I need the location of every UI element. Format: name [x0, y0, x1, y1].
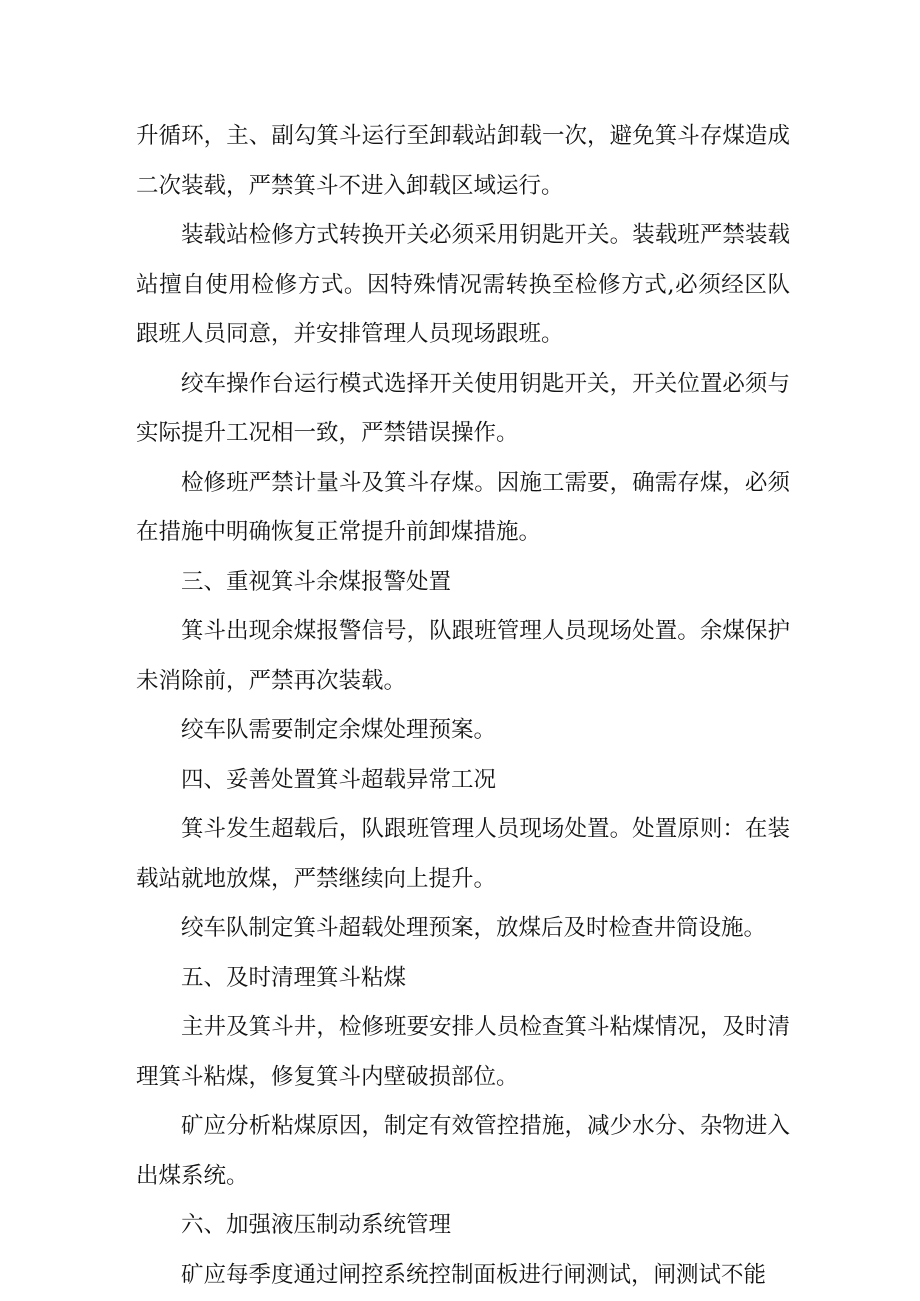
paragraph-maintenance-no-coal-storage: 检修班严禁计量斗及箕斗存煤。因施工需要，确需存煤，必须在措施中明确恢复正常提升前卸煤措施。 [136, 469, 790, 545]
paragraph-residual-coal-alarm: 箕斗出现余煤报警信号，队跟班管理人员现场处置。余煤保护未消除前，严禁再次装载。 [136, 618, 790, 694]
document-body [136, 112, 790, 1300]
section-heading-3: 三、重视箕斗余煤报警处置 [181, 568, 452, 595]
paragraph-overload-plan: 绞车队制定箕斗超载处理预案，放煤后及时检查井筒设施。 [181, 915, 767, 941]
section-heading-5: 五、及时清理箕斗粘煤 [181, 964, 407, 991]
paragraph-loading-station-key-switch: 装载站检修方式转换开关必须采用钥匙开关。装载班严禁装载站擅自使用检修方式。因特殊情况需转换至检修方式,必须经区队跟班人员同意，并安排管理人员现场跟班。 [136, 222, 790, 347]
paragraph-winch-console-mode-switch: 绞车操作台运行模式选择开关使用钥匙开关，开关位置必须与实际提升工况相一致，严禁错误操作。 [136, 370, 790, 446]
paragraph-continuation: 升循环，主、副勾箕斗运行至卸载站卸载一次，避免箕斗存煤造成二次装载，严禁箕斗不进入卸载区域运行。 [136, 123, 790, 199]
paragraph-sticky-coal-causes: 矿应分析粘煤原因，制定有效管控措施，减少水分、杂物进入出煤系统。 [136, 1113, 790, 1189]
section-heading-4: 四、妥善处置箕斗超载异常工况 [181, 766, 497, 793]
paragraph-sticky-coal-inspection: 主井及箕斗井，检修班要安排人员检查箕斗粘煤情况，及时清理箕斗粘煤，修复箕斗内壁破损部位。 [136, 1014, 790, 1090]
section-heading-6: 六、加强液压制动系统管理 [181, 1212, 452, 1238]
paragraph-residual-coal-plan: 绞车队需要制定余煤处理预案。 [181, 717, 497, 743]
paragraph-brake-testing: 矿应每季度通过闸控系统控制面板进行闸测试，闸测试不能 [181, 1261, 767, 1288]
paragraph-overload-handling: 箕斗发生超载后，队跟班管理人员现场处置。处置原则：在装载站就地放煤，严禁继续向上提升。 [136, 816, 790, 892]
